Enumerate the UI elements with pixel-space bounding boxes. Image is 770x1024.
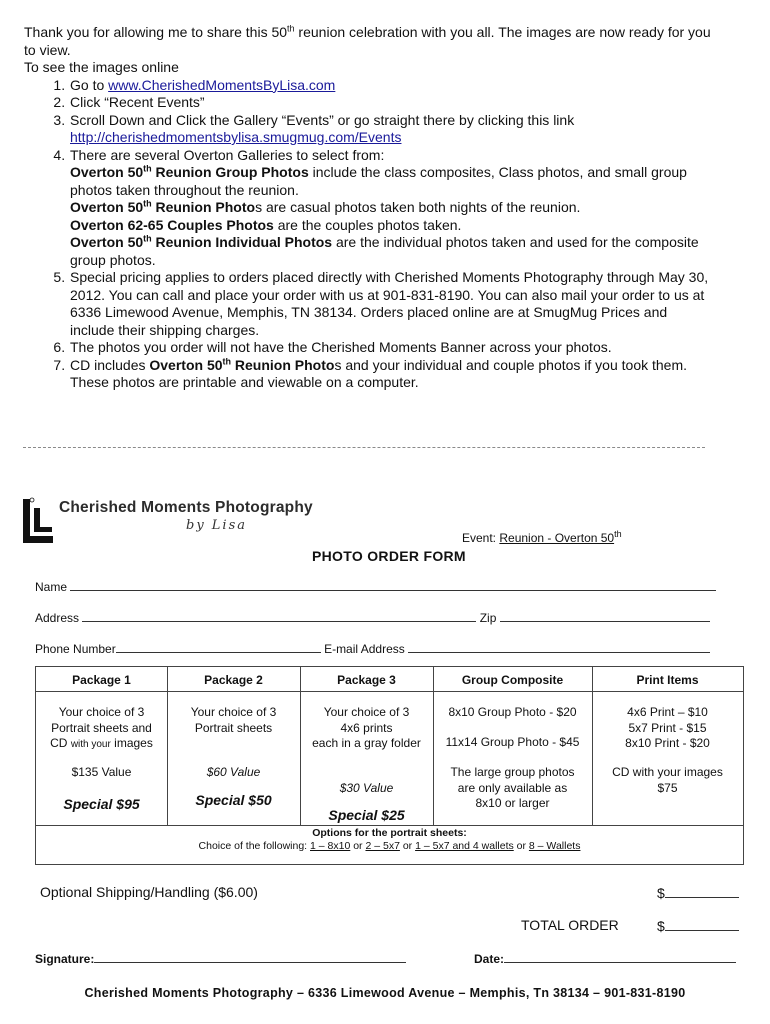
phone-label: Phone Number [35,642,116,656]
list-item [69,77,714,95]
group-composite-column[interactable] [433,667,592,825]
address-label: Address [35,611,80,625]
total-amount-field[interactable]: $ [657,917,739,934]
footer-contact: Cherished Moments Photography – 6336 Limewood Avenue – Memphis, Tn 38134 – 901-831-8190 [84,986,686,1000]
package-1-value: $135 Value [71,765,132,779]
group-composite-note: The large group photos are only available as 8x10 or larger [450,765,575,810]
name-input-line[interactable] [70,579,716,591]
cd-price: CD with your images $75 [612,765,723,795]
see-online-heading: To see the images online [24,59,179,75]
gallery-description: s are casual photos taken both nights of the reunion. [255,199,581,215]
package-2-heading: Package 2 [204,673,263,687]
cd-gallery-name: Overton 50th Reunion Photo [149,355,335,373]
shipping-label: Optional Shipping/Handling ($6.00) [40,884,258,900]
print-items-prices: 4x6 Print – $10 5x7 Print - $15 8x10 Print - $20 [625,705,710,750]
section-divider [23,447,705,448]
gallery-name: Overton 50th Reunion Photo [70,198,256,215]
address-field[interactable] [35,610,710,625]
intro-line: reunion celebration with you all. The images are now ready for you to view. [24,24,711,58]
group-composite-heading: Group Composite [461,673,564,687]
event-value: Reunion - Overton 50 [499,531,615,545]
print-items-column[interactable] [592,667,743,825]
gallery-name: Overton 50th Reunion Group Photos [70,163,309,180]
gallery-description: include the class composites, Class photos, and small group photos taken throughout the reunion. [70,164,687,198]
table-options-rule [36,825,743,826]
package-3-column[interactable] [300,667,433,825]
signature-field[interactable] [35,951,406,966]
email-input-line[interactable] [408,641,710,653]
step-text: There are several Overton Galleries to select from: [70,146,385,163]
date-label: Date: [474,952,505,966]
intro-text [24,24,714,392]
signature-label: Signature: [35,952,95,966]
cherished-moments-logo [22,497,56,545]
email-label: E-mail Address [324,642,405,656]
list-item: 2. Click “Recent Events” [69,94,714,112]
shipping-amount-line[interactable] [665,884,739,898]
phone-input-line[interactable] [116,641,321,653]
website-link[interactable]: www.CherishedMomentsByLisa.com [108,76,336,93]
package-3-heading: Package 3 [337,673,396,687]
date-field[interactable] [474,951,736,966]
total-amount-line[interactable] [665,917,739,931]
form-title: PHOTO ORDER FORM [312,548,466,564]
gallery-description: are the couples photos taken. [273,216,462,233]
intro-line: Thank you for allowing me to share this 50 [24,24,288,40]
superscript: th [287,23,295,34]
name-label: Name [35,580,68,594]
instructions-list [24,77,714,392]
signature-line[interactable] [94,951,406,963]
zip-label: Zip [479,611,497,625]
brand-signature: by Lisa [186,518,248,533]
package-2-description: Your choice of 3 Portrait sheets [190,705,277,735]
address-input-line[interactable] [82,610,476,622]
step-text: Go to [70,76,109,93]
package-3-special-price: Special $25 [328,807,405,823]
gallery-link[interactable]: http://cherishedmomentsbylisa.smugmug.com/Events [70,129,402,145]
package-3-description: Your choice of 3 4x6 prints each in a gray folder [312,705,421,750]
event-label: Event: [462,531,500,545]
portrait-sheet-options [36,827,743,853]
step-text: Scroll Down and Click the Gallery “Events” or go straight there by clicking this link [70,111,575,128]
group-photo-11x14-price: 11x14 Group Photo - $45 [445,735,580,749]
list-item [69,147,714,270]
list-item: 6. The photos you order will not have the Cherished Moments Banner across your photos. [69,339,714,357]
event-line [462,531,622,545]
zip-input-line[interactable] [500,610,710,622]
list-item: 5. Special pricing applies to orders placed directly with Cherished Moments Photography through May 30, 2012. You can call and place your order with us at 901-831-8190. You can also mail your order to us at 6336 Limewood Avenue, Memphis, TN 38134. Orders placed online are at SmugMug Prices and include their shipping charges. [69,269,714,339]
superscript: th [614,529,622,539]
intro-paragraph [24,24,714,59]
package-1-description: Your choice of 3 Portrait sheets and CD with your images [50,705,153,750]
gallery-name: Overton 50th Reunion Individual Photos [70,233,333,250]
package-2-column[interactable] [167,667,300,825]
gallery-description: are the individual photos taken and used for the composite group photos. [70,234,699,268]
options-title: Options for the portrait sheets: [312,827,467,839]
print-items-heading: Print Items [636,673,699,687]
contact-field[interactable] [35,641,710,656]
group-photo-8x10-price: 8x10 Group Photo - $20 [448,705,577,719]
gallery-name: Overton 62-65 Couples Photos [70,216,274,233]
name-field[interactable] [35,579,716,594]
package-2-special-price: Special $50 [195,792,272,808]
list-item: 7. CD includes Overton 50th Reunion Photos and your individual and couple photos if you took them. These photos are printable and viewable on a computer. [69,357,714,392]
package-3-value: $30 Value [339,781,394,795]
package-2-value: $60 Value [206,765,261,779]
options-choices: Choice of the following: 1 – 8x10 or 2 – 5x7 or 1 – 5x7 and 4 wallets or 8 – Wallets [198,840,581,852]
package-table [35,666,744,865]
list-item [69,112,714,147]
total-order-label: TOTAL ORDER [521,917,619,933]
package-1-heading: Package 1 [72,673,131,687]
shipping-amount-field[interactable]: $ [657,884,739,901]
package-1-column[interactable] [36,667,167,825]
date-line[interactable] [504,951,736,963]
package-1-special-price: Special $95 [63,796,140,812]
brand-name: Cherished Moments Photography [59,499,313,516]
